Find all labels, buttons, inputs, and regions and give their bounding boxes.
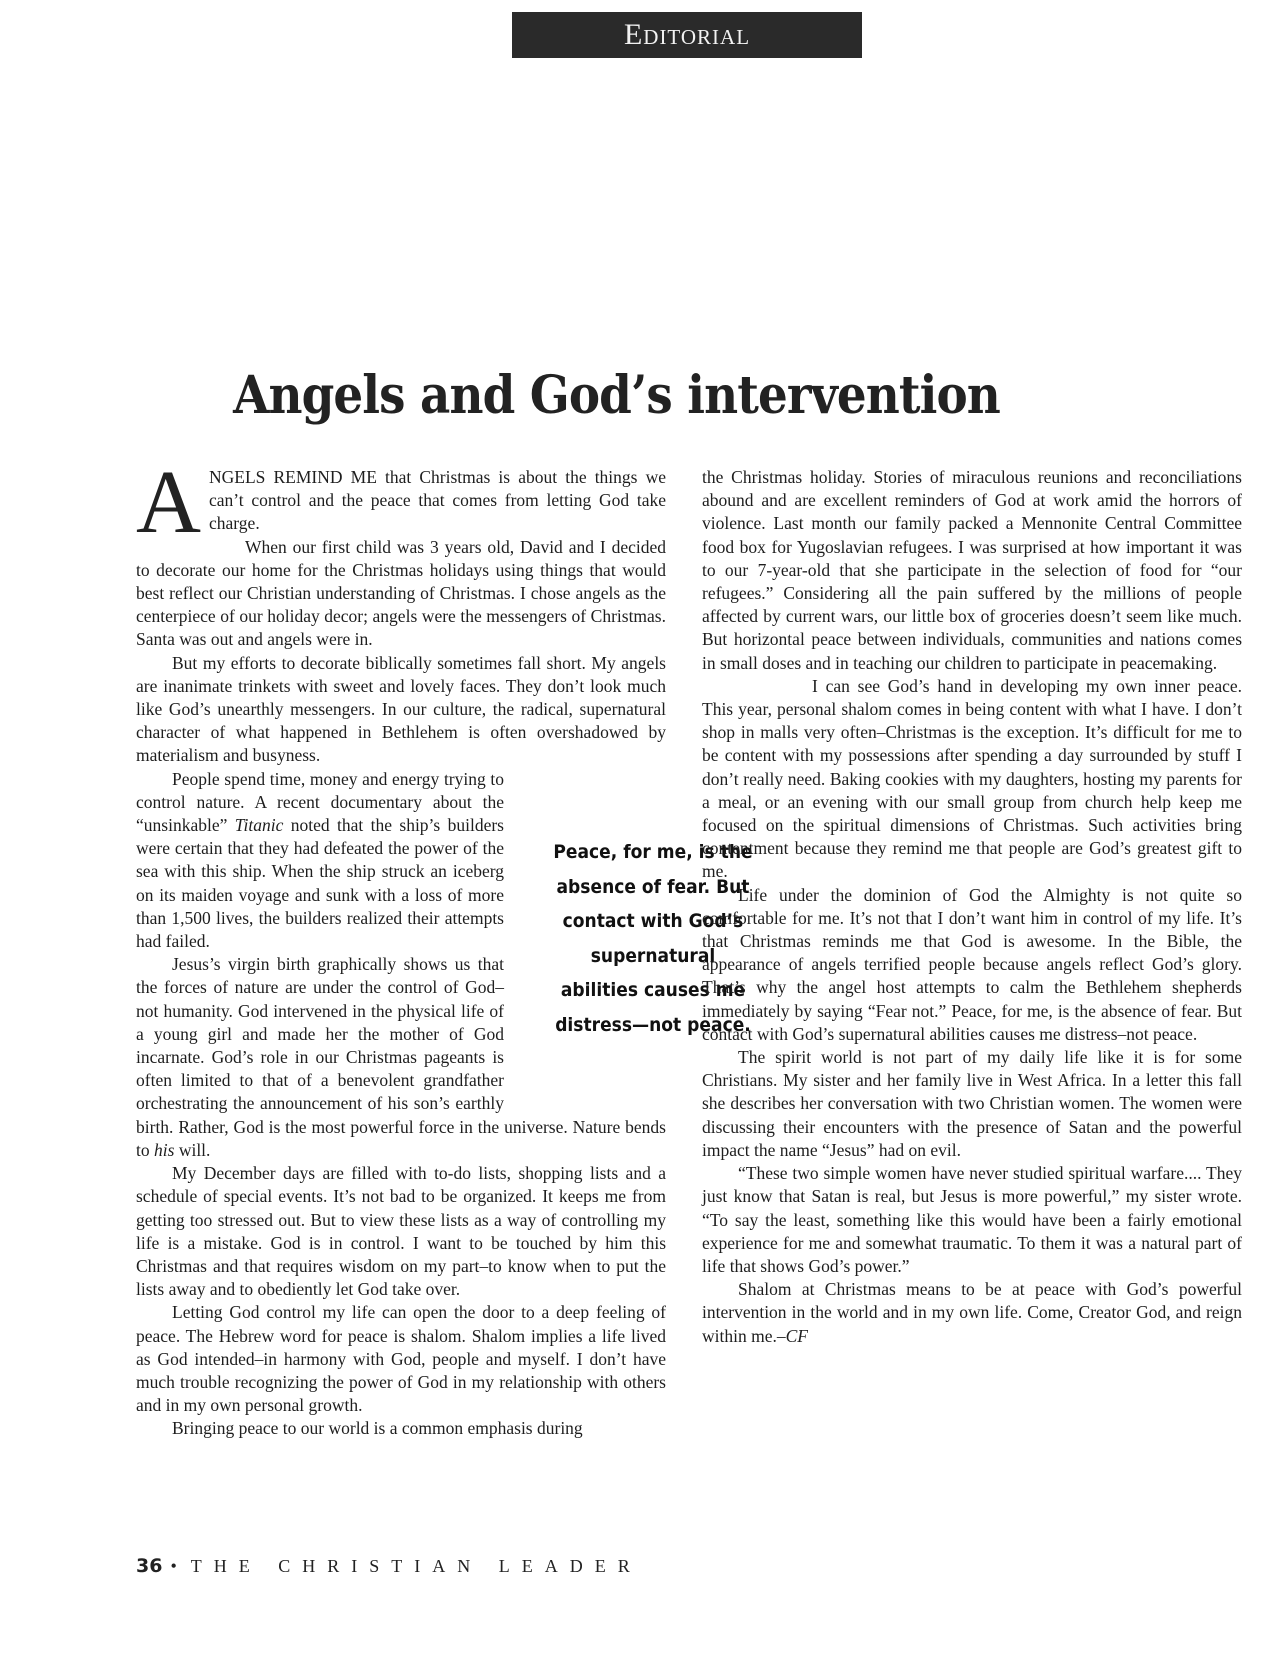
paragraph-8-start: Bringing peace to our world is a common emphasis during	[172, 1418, 583, 1439]
paragraph-6: My December days are filled with to-do lists, shopping lists and a schedule of special events. It’s not bad to be organized. It keeps me from getting too stressed out. But to view these lists as a way of controlling my life is a mistake. God is in control. I want to be touched by him this Christmas and that requires wisdom on my part–to know when to put the lists away and to obediently let God take over.	[136, 1163, 666, 1300]
right-column	[702, 466, 1242, 1348]
paragraph-3: But my efforts to decorate biblically sometimes fall short. My angels are inanimate trinkets with sweet and lovely faces. They don’t look much like God’s unearthly messengers. In our culture, the radical, supernatural character of what happened in Bethlehem is often overshadowed by materialism and busyness.	[136, 652, 666, 766]
footer-bullet: •	[170, 1556, 177, 1576]
paragraph-12: “These two simple women have never studied spiritual warfare.... They just know that Satan is real, but Jesus is more powerful,” my sister wrote. “To say the least, something like this would have been a fairly emotional experience for me and somewhat traumatic. To them it was a natural part of life that shows God’s power.”	[702, 1163, 1242, 1276]
paragraph-9: I can see God’s hand in developing my own inner peace. This year, personal shalom comes in being content with what I have. I don’t shop in malls very often–Christmas is the exception. It’s difficult for me to be content with my possessions after spending a day surrounded by stuff I don’t really need. Baking cookies with my daughters, hosting my parents for a meal, or an evening with our small group from church help keep me focused on the spiritual dimensions of Christmas. Such activities bring contentment because they remind me that people are God’s greatest gift to me.	[702, 675, 1242, 882]
paragraph-1: ANGELS REMIND ME that Christmas is about the things we can’t control and the peace that comes from letting God take charge.	[136, 453, 666, 552]
paragraph-13: Shalom at Christmas means to be at peace with God’s powerful intervention in the world and in my own life. Come, Creator God, and reign within me.–CF	[702, 1279, 1242, 1346]
lead-in: NGELS REMIND ME	[209, 467, 377, 487]
paragraph-5: Jesus’s virgin birth graphically shows us that the forces of nature are under the control of God–not humanity. God intervened in the physical life of a young girl and made her the mother of God incarnate. God’s role in our Christmas pageants is often limited to that of a benevolent grandfather orchestrating the announcement of his son’s earthly birth. Rather, God is the most powerful force in the universe. Nature bends to his will.	[136, 954, 666, 1160]
pull-quote: Peace, for me, is the absence of fear. But contact with God’s supernatural abilities causes me distress—not peace.	[553, 841, 753, 1036]
section-header	[512, 12, 862, 58]
section-label: Editorial	[623, 18, 751, 51]
page-number: 36	[136, 1555, 163, 1577]
author-signature: –CF	[776, 1325, 808, 1346]
paragraph-8-continued: the Christmas holiday. Stories of miraculous reunions and reconciliations abound and are excellent reminders of God at work amid the horrors of violence. Last month our family packed a Mennonite Central Committee food box for Yugoslavian refugees. I was surprised at how important it was to our 7-year-old that she participate in the selection of food for “our refugees.” Considering all the pain suffered by the millions of people affected by current wars, our little box of groceries doesn’t seem like much. But horizontal peace between individuals, communities and nations comes in small doses and in teaching our children to participate in peacemaking.	[702, 467, 1242, 673]
paragraph-7: Letting God control my life can open the door to a deep feeling of peace. The Hebrew word for peace is shalom. Shalom implies a life lived as God intended–in harmony with God, people and myself. I don’t have much trouble recognizing the power of God in my relationship with others and in my own personal growth.	[136, 1302, 666, 1416]
drop-cap: A	[136, 453, 201, 552]
paragraph-11: The spirit world is not part of my daily life like it is for some Christians. My sister and her family live in West Africa. In a letter this fall she describes her conversation with two Christian women. The women were discussing their encounters with the presence of Satan and the powerful impact the name “Jesus” had on evil.	[702, 1047, 1242, 1160]
paragraph-10: Life under the dominion of God the Almighty is not quite so comfortable for me. It’s not that I don’t want him in control of my life. It’s that Christmas reminds me that God is awesome. In the Bible, the appearance of angels terrified people because angels reflect God’s glory. That’s why the angel host attempts to calm the Bethlehem shepherds immediately by saying “Fear not.” Peace, for me, is the absence of fear. But contact with God’s supernatural abilities causes me distress–not peace.	[702, 884, 1242, 1044]
publication-name: THE CHRISTIAN LEADER	[190, 1556, 642, 1576]
page-footer	[136, 1555, 642, 1577]
paragraph-4: People spend time, money and energy trying to control nature. A recent documentary about the “unsinkable” Titanic noted that the ship’s builders were certain that they had defeated the power of the sea with this ship. When the ship struck an iceberg on its maiden voyage and sunk with a loss of more than 1,500 lives, the builders realized their attempts had failed.	[136, 768, 666, 954]
paragraph-2: When our first child was 3 years old, David and I decided to decorate our home for the Christmas holidays using things that would best reflect our Christian understanding of Christmas. I chose angels as the centerpiece of our holiday decor; angels were the messengers of Christmas. Santa was out and angels were in.	[136, 536, 666, 650]
article-title: Angels and God’s intervention	[233, 365, 1000, 426]
